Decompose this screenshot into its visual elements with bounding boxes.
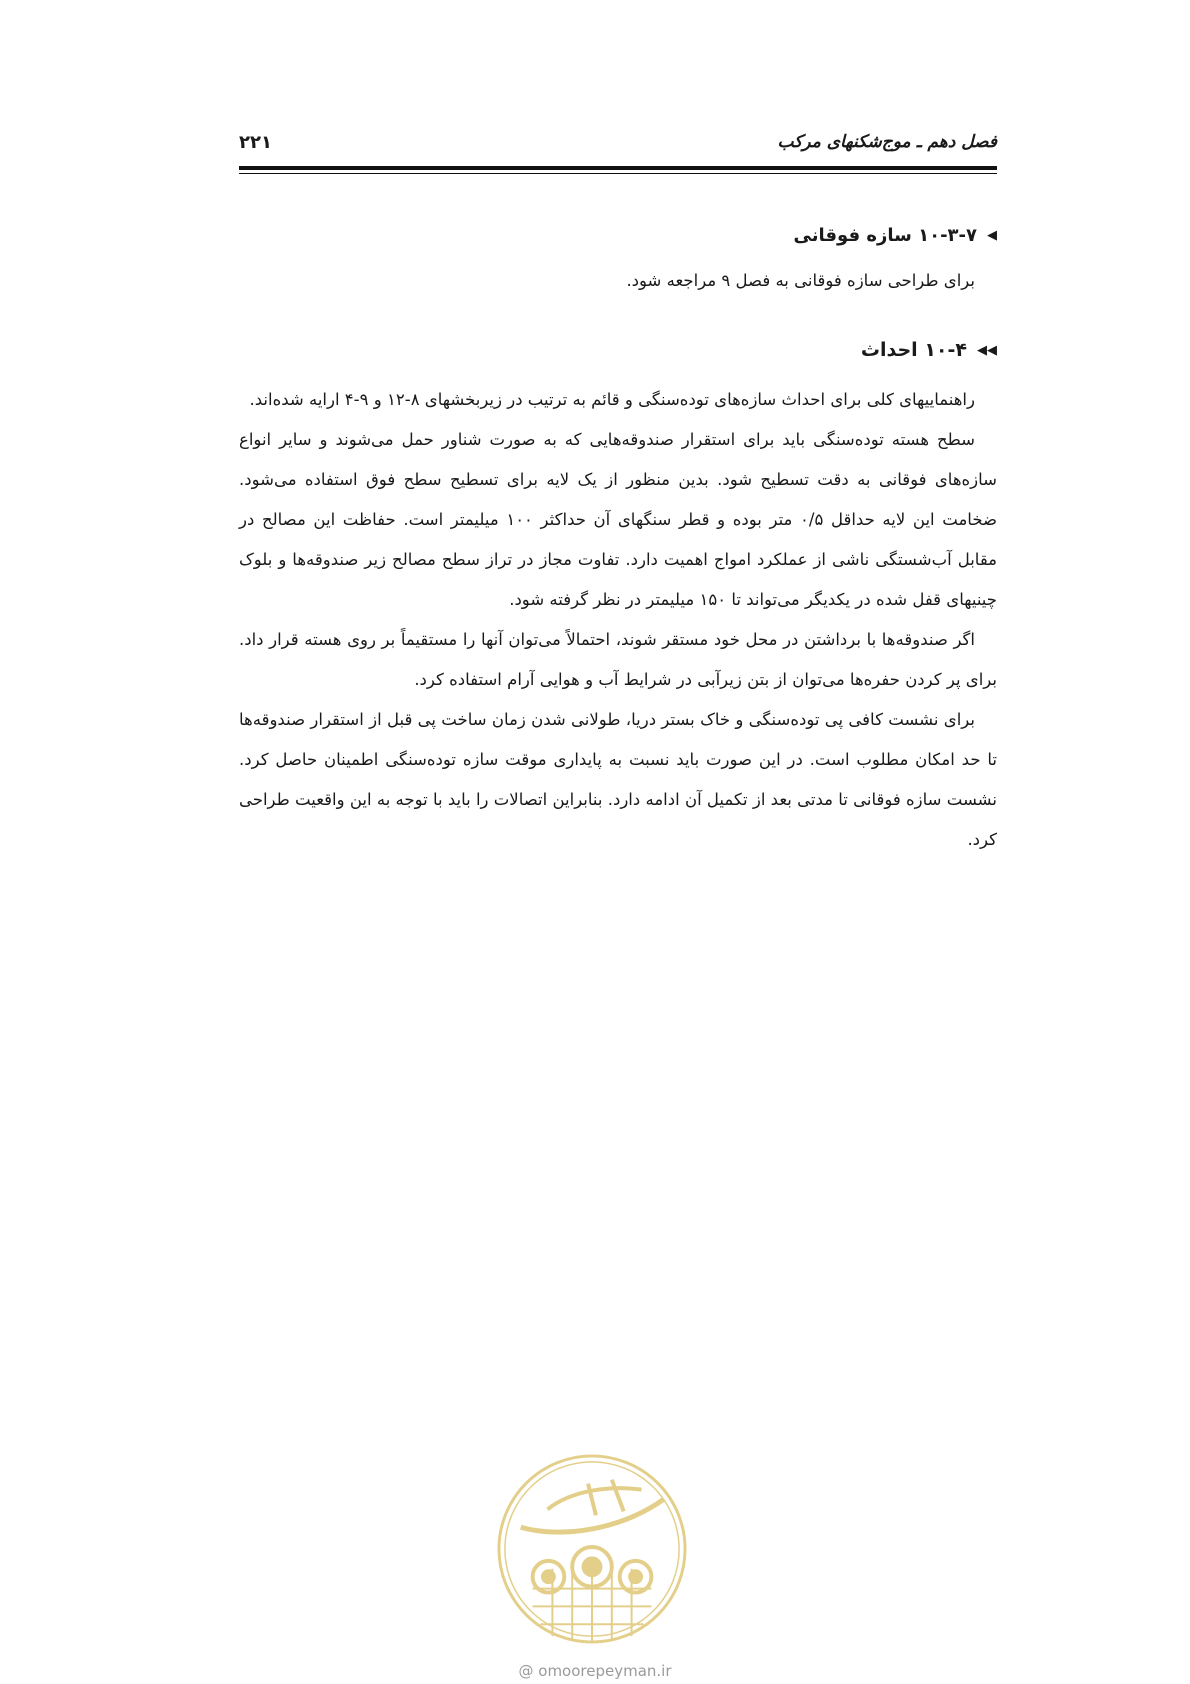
running-title: فصل دهم ـ موج‌شکنهای مرکب (777, 132, 997, 152)
heading-text: ۱۰-۴ احداث (860, 339, 967, 361)
page-content (239, 205, 997, 860)
paragraph-construction-2: سطح هسته توده‌سنگی باید برای استقرار صندوقه‌هایی که به صورت شناور حمل می‌شوند و سایر انواع سازه‌های فوقانی به دقت تسطیح شود. بدین منظور از یک لایه برای تسطیح سطح فوق استفاده می‌شود. ضخامت این لایه حداقل ۰/۵ متر بوده و قطر سنگهای آن حداکثر ۱۰۰ میلیمتر است. حفاظت این مصالح در مقابل آب‌شستگی ناشی از عملکرد امواج اهمیت دارد. تفاوت مجاز در تراز سطح مصالح زیر صندوقه‌ها و بلوک چینیهای قفل شده در یکدیگر می‌تواند تا ۱۵۰ میلیمتر در نظر گرفته شود. (239, 430, 997, 609)
paragraph-construction-3: اگر صندوقه‌ها با برداشتن در محل خود مستقر شوند، احتمالاً می‌توان آنها را مستقیماً بر روی هسته قرار داد. برای پر کردن حفره‌ها می‌توان از بتن زیرآبی در شرایط آب و هوایی آرام استفاده کرد. (239, 630, 997, 689)
header-rule-thin (239, 173, 997, 174)
section-heading-superstructure (239, 221, 997, 251)
header-rule-thick (239, 166, 997, 170)
watermark-logo-icon (493, 1450, 691, 1648)
paragraph-superstructure: برای طراحی سازه فوقانی به فصل ۹ مراجعه شود. (626, 271, 975, 290)
page-number: ۲۲۱ (239, 132, 272, 153)
paragraph-construction-4: برای نشست کافی پی توده‌سنگی و خاک بستر دریا، طولانی شدن زمان ساخت پی قبل از استقرار صندوقه‌ها تا حد امکان مطلوب است. در این صورت باید نسبت به پایداری موقت سازه توده‌سنگی اطمینان حاصل کرد. نشست سازه فوقانی تا مدتی بعد از تکمیل آن ادامه دارد. بنابراین اتصالات را باید با توجه به این واقعیت طراحی کرد. (239, 710, 997, 849)
heading-text: ۱۰-۳-۷ سازه فوقانی (793, 225, 977, 246)
bullet-double-triangle-icon: ◀◀ (977, 343, 997, 358)
bullet-triangle-icon: ◀ (987, 228, 997, 243)
section-heading-construction (239, 335, 997, 366)
watermark-url: @ omoorepeyman.ir (518, 1662, 672, 1680)
page-header (239, 128, 997, 164)
paragraph-construction-1: راهنماییهای کلی برای احداث سازه‌های توده‌سنگی و قائم به ترتیب در زیربخشهای ۸-۱۲ و ۹-۴ ارایه شده‌اند. (249, 390, 975, 409)
